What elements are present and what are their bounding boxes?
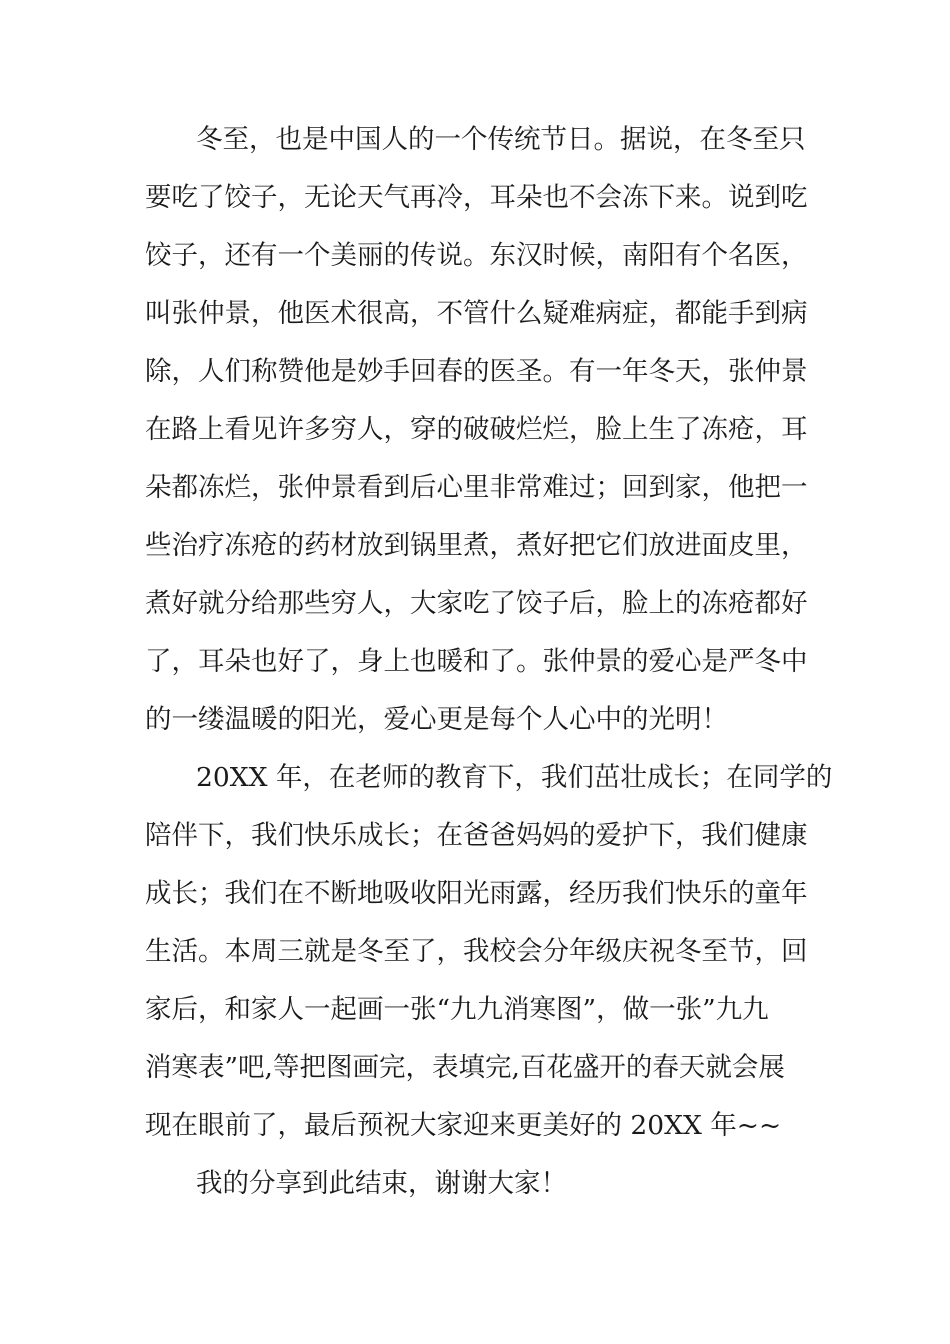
- paragraph-1-line-10: 了，耳朵也好了，身上也暖和了。张仲景的爱心是严冬中: [145, 646, 808, 677]
- paragraph-1-line-3: 饺子，还有一个美丽的传说。东汉时候，南阳有个名医，: [145, 240, 808, 271]
- paragraph-1-line-9: 煮好就分给那些穷人，大家吃了饺子后，脸上的冻疮都好: [145, 588, 808, 619]
- paragraph-2-line-1: 20XX 年，在老师的教育下，我们茁壮成长；在同学的: [196, 762, 833, 793]
- paragraph-2-line-3: 成长；我们在不断地吸收阳光雨露，经历我们快乐的童年: [145, 878, 808, 909]
- paragraph-2-line-4: 生活。本周三就是冬至了，我校会分年级庆祝冬至节，回: [145, 936, 808, 967]
- paragraph-2-line-2: 陪伴下，我们快乐成长；在爸爸妈妈的爱护下，我们健康: [145, 820, 808, 851]
- paragraph-1-line-6: 在路上看见许多穷人，穿的破破烂烂，脸上生了冻疮，耳: [145, 414, 808, 445]
- paragraph-1-line-8: 些治疗冻疮的药材放到锅里煮，煮好把它们放进面皮里，: [145, 530, 808, 561]
- paragraph-1-line-4: 叫张仲景，他医术很高，不管什么疑难病症，都能手到病: [145, 298, 808, 329]
- paragraph-1-line-1: 冬至，也是中国人的一个传统节日。据说，在冬至只: [196, 124, 806, 155]
- paragraph-3-line-1: 我的分享到此结束，谢谢大家！: [196, 1168, 567, 1199]
- paragraph-2-line-6: 消寒表”吧,等把图画完，表填完,百花盛开的春天就会展: [145, 1052, 785, 1083]
- paragraph-2-line-5: 家后，和家人一起画一张“九九消寒图”，做一张”九九: [145, 994, 769, 1025]
- paragraph-1-line-2: 要吃了饺子，无论天气再冷，耳朵也不会冻下来。说到吃: [145, 182, 808, 213]
- paragraph-2-line-7: 现在眼前了，最后预祝大家迎来更美好的 20XX 年~~: [145, 1110, 782, 1141]
- paragraph-1-line-11: 的一缕温暖的阳光，爱心更是每个人心中的光明！: [145, 704, 728, 735]
- paragraph-1-line-5: 除，人们称赞他是妙手回春的医圣。有一年冬天，张仲景: [145, 356, 808, 387]
- paragraph-1-line-7: 朵都冻烂，张仲景看到后心里非常难过；回到家，他把一: [145, 472, 808, 503]
